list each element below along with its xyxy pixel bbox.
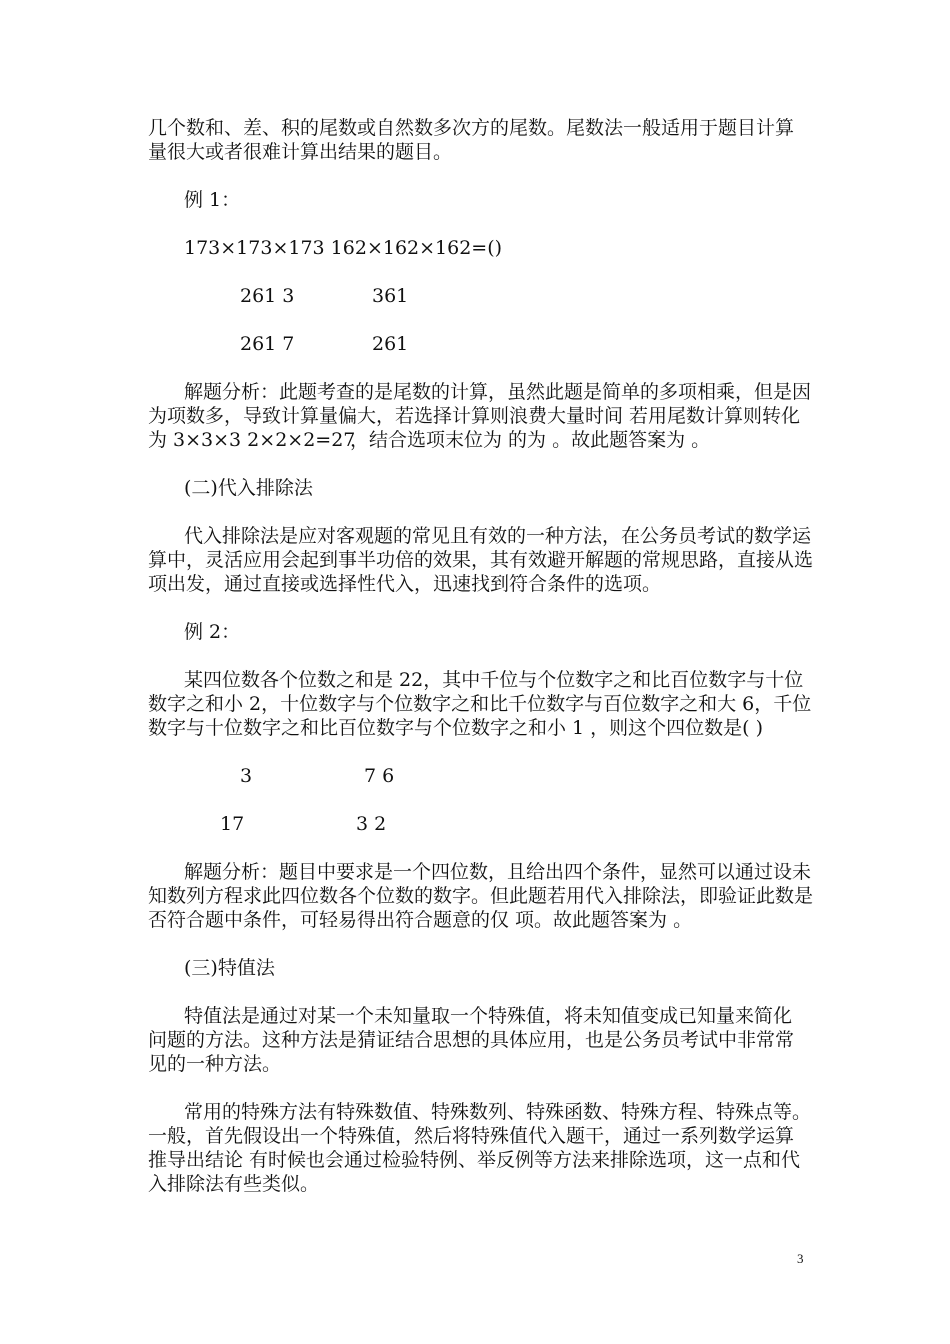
text-line: 入排除法有些类似。: [148, 1173, 320, 1195]
text-line: 项出发，通过直接或选择性代入，迅速找到符合条件的选项。: [148, 573, 662, 595]
option-a: 3: [240, 765, 253, 787]
example-label: 例 2：: [184, 621, 241, 643]
text-line: 解题分析：题目中要求是一个四位数，且给出四个条件，显然可以通过设未: [184, 861, 812, 883]
option-c: 17: [220, 813, 245, 835]
option-d: 261: [372, 333, 409, 355]
text-line: 几个数和、差、积的尾数或自然数多次方的尾数。尾数法一般适用于题目计算: [148, 117, 795, 139]
text-line: 为 3×3×3 2×2×2=27: [148, 429, 356, 451]
text-line: 代入排除法是应对客观题的常见且有效的一种方法，在公务员考试的数学运: [184, 525, 812, 547]
text-line: 常用的特殊方法有特殊数值、特殊数列、特殊函数、特殊方程、特殊点等。: [184, 1101, 812, 1123]
text-line: 数字与十位数字之和比百位数字与个位数字之和小 1 ，则这个四位数是( ): [148, 717, 764, 739]
option-d: 3 2: [356, 813, 387, 835]
text-line: 量很大或者很难计算出结果的题目。: [148, 141, 453, 163]
example-label: 例 1：: [184, 189, 241, 211]
text-line: 一般，首先假设出一个特殊值，然后将特殊值代入题干，通过一系列数学运算: [148, 1125, 795, 1147]
option-b: 361: [372, 285, 409, 307]
question-text: 173×173×173 162×162×162=(): [184, 237, 503, 259]
text-line: 否符合题中条件，可轻易得出符合题意的仅 项。故此题答案为 。: [148, 909, 693, 931]
text-line: 数字之和小 2，十位数字与个位数字之和比千位数字与百位数字之和大 6，千位: [148, 693, 812, 715]
text-line: ，结合选项末位为 的为 。故此题答案为 。: [350, 429, 711, 451]
page-number: 3: [797, 1251, 804, 1266]
text-line: 特值法是通过对某一个未知量取一个特殊值，将未知值变成已知量来简化: [184, 1005, 793, 1027]
option-c: 261 7: [240, 333, 295, 355]
text-line: 推导出结论 有时候也会通过检验特例、举反例等方法来排除选项，这一点和代: [148, 1149, 801, 1171]
text-line: 为项数多，导致计算量偏大，若选择计算则浪费大量时间 若用尾数计算则转化: [148, 405, 801, 427]
text-line: 解题分析：此题考查的是尾数的计算，虽然此题是简单的多项相乘，但是因: [184, 381, 812, 403]
option-b: 7 6: [364, 765, 395, 787]
text-line: 某四位数各个位数之和是 22，其中千位与个位数字之和比百位数字与十位: [184, 669, 804, 691]
text-line: 问题的方法。这种方法是猜证结合思想的具体应用，也是公务员考试中非常常: [148, 1029, 795, 1051]
text-line: 算中，灵活应用会起到事半功倍的效果，其有效避开解题的常规思路，直接从选: [148, 549, 814, 571]
section-heading: (二)代入排除法: [184, 477, 313, 499]
option-a: 261 3: [240, 285, 295, 307]
text-line: 见的一种方法。: [148, 1053, 282, 1075]
section-heading: (三)特值法: [184, 957, 275, 979]
text-line: 知数列方程求此四位数各个位数的数字。但此题若用代入排除法，即验证此数是: [148, 885, 814, 907]
